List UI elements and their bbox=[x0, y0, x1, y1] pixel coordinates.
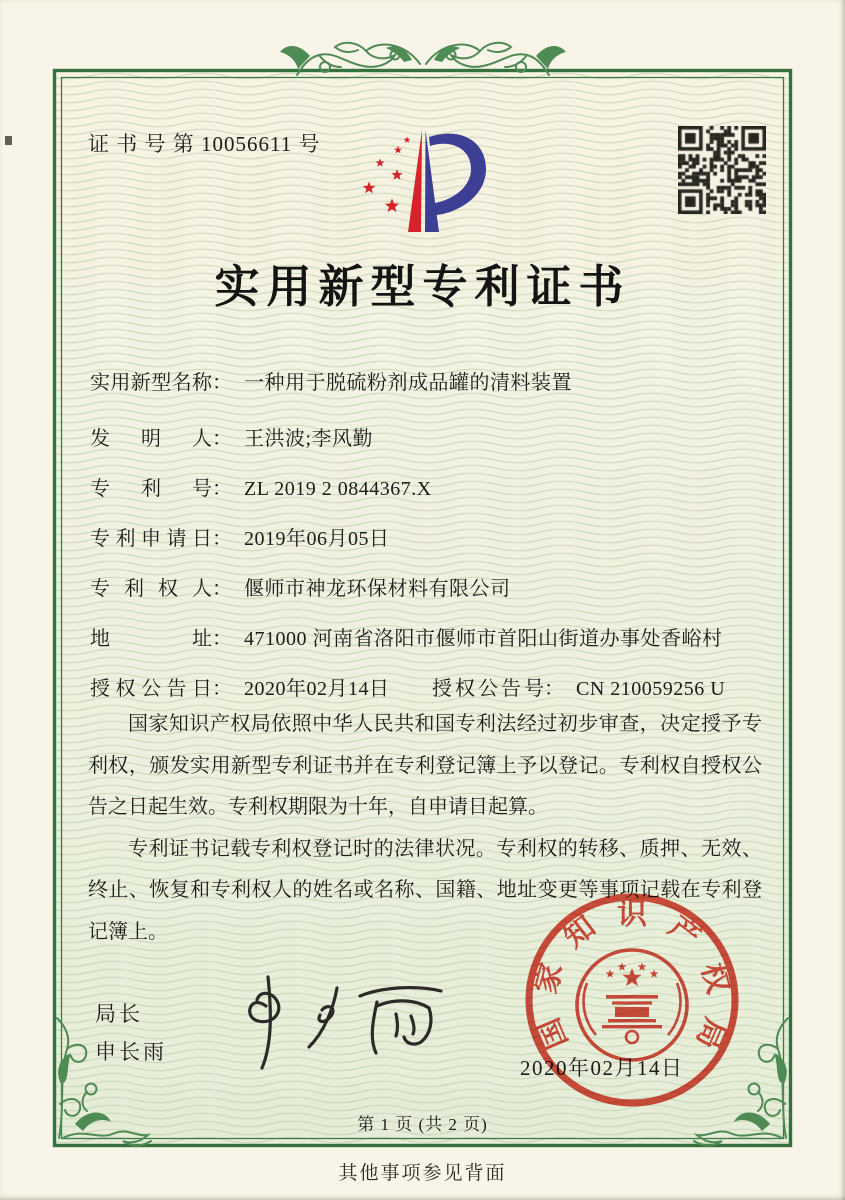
field-value: 一种用于脱硫粉剂成品罐的清料装置 bbox=[244, 372, 572, 394]
legal-paragraph-2: 专利证书记载专利权登记时的法律状况。专利权的转移、质押、无效、终止、恢复和专利权人的姓名或名称、国籍、地址变更等事项记载在专利登记簿上。 bbox=[88, 837, 762, 943]
field-row-patent-number: 专利号： ZL 2019 2 0844367.X bbox=[90, 472, 432, 501]
signature-icon bbox=[230, 972, 460, 1070]
field-label: 授权公告号 bbox=[432, 678, 544, 700]
logo-stars bbox=[363, 136, 411, 212]
svg-text:家: 家 bbox=[529, 959, 569, 998]
field-value: CN 210059256 U bbox=[576, 678, 726, 700]
officer-title: 局长 bbox=[95, 1002, 143, 1026]
field-row-inventor: 发明人： 王洪波;李风勤 bbox=[90, 422, 373, 451]
field-value: 471000 河南省洛阳市偃师市首阳山街道办事处香峪村 bbox=[244, 628, 723, 650]
certificate-number: 证 书 号 第 10056611 号 bbox=[88, 132, 321, 156]
field-row-address: 地址： 471000 河南省洛阳市偃师市首阳山街道办事处香峪村 bbox=[90, 622, 723, 651]
svg-text:知: 知 bbox=[557, 910, 602, 955]
svg-text:产: 产 bbox=[662, 910, 707, 955]
field-row-name: 实用新型名称： 一种用于脱硫粉剂成品罐的清料装置 bbox=[90, 366, 572, 395]
field-label: 授权公告日 bbox=[90, 678, 212, 700]
field-row-patentee: 专利权人： 偃师市神龙环保材料有限公司 bbox=[90, 572, 511, 601]
official-seal-icon bbox=[515, 883, 749, 1117]
field-label: 发明人 bbox=[90, 428, 212, 450]
svg-text:权: 权 bbox=[695, 959, 735, 998]
field-value: 王洪波;李风勤 bbox=[244, 428, 374, 450]
field-label: 实用新型名称 bbox=[90, 372, 212, 394]
field-label: 专利申请日 bbox=[90, 528, 212, 550]
scan-artifact bbox=[5, 136, 12, 145]
field-row-grant: 授权公告日： 2020年02月14日 授权公告号： CN 210059256 U bbox=[90, 672, 762, 701]
field-value: 偃师市神龙环保材料有限公司 bbox=[244, 578, 511, 600]
legal-paragraph-1: 国家知识产权局依照中华人民共和国专利法经过初步审查，决定授予专利权，颁发实用新型专利证书并在专利登记簿上予以登记。专利权自授权公告之日起生效。专利权期限为十年，自申请日起算。 bbox=[88, 713, 762, 819]
back-side-note: 其他事项参见背面 bbox=[338, 1163, 507, 1184]
page-number: 第 1 页 (共 2 页) bbox=[357, 1115, 488, 1134]
field-grant-number: 授权公告号： CN 210059256 U bbox=[432, 672, 725, 701]
logo-wedge-red bbox=[408, 130, 422, 232]
svg-text:国: 国 bbox=[532, 1013, 575, 1054]
field-value: 2020年02月14日 bbox=[244, 678, 390, 700]
officer-name: 申长雨 bbox=[95, 1040, 167, 1064]
svg-text:识: 识 bbox=[617, 897, 647, 931]
svg-text:局: 局 bbox=[689, 1013, 732, 1054]
certificate-title: 实用新型专利证书 bbox=[214, 262, 631, 312]
field-label: 专利号 bbox=[90, 478, 212, 500]
field-value: ZL 2019 2 0844367.X bbox=[244, 478, 432, 500]
seal-national-emblem bbox=[577, 950, 687, 1060]
qr-code-icon bbox=[678, 126, 766, 214]
seal-date: 2020年02月14日 bbox=[520, 1056, 684, 1080]
field-value: 2019年06月05日 bbox=[244, 528, 390, 550]
cnipa-logo-icon bbox=[350, 122, 500, 238]
field-label: 地址 bbox=[90, 628, 212, 650]
logo-p-bowl bbox=[429, 134, 486, 215]
field-label: 专利权人 bbox=[90, 578, 212, 600]
field-row-filing-date: 专利申请日： 2019年06月05日 bbox=[90, 522, 390, 551]
